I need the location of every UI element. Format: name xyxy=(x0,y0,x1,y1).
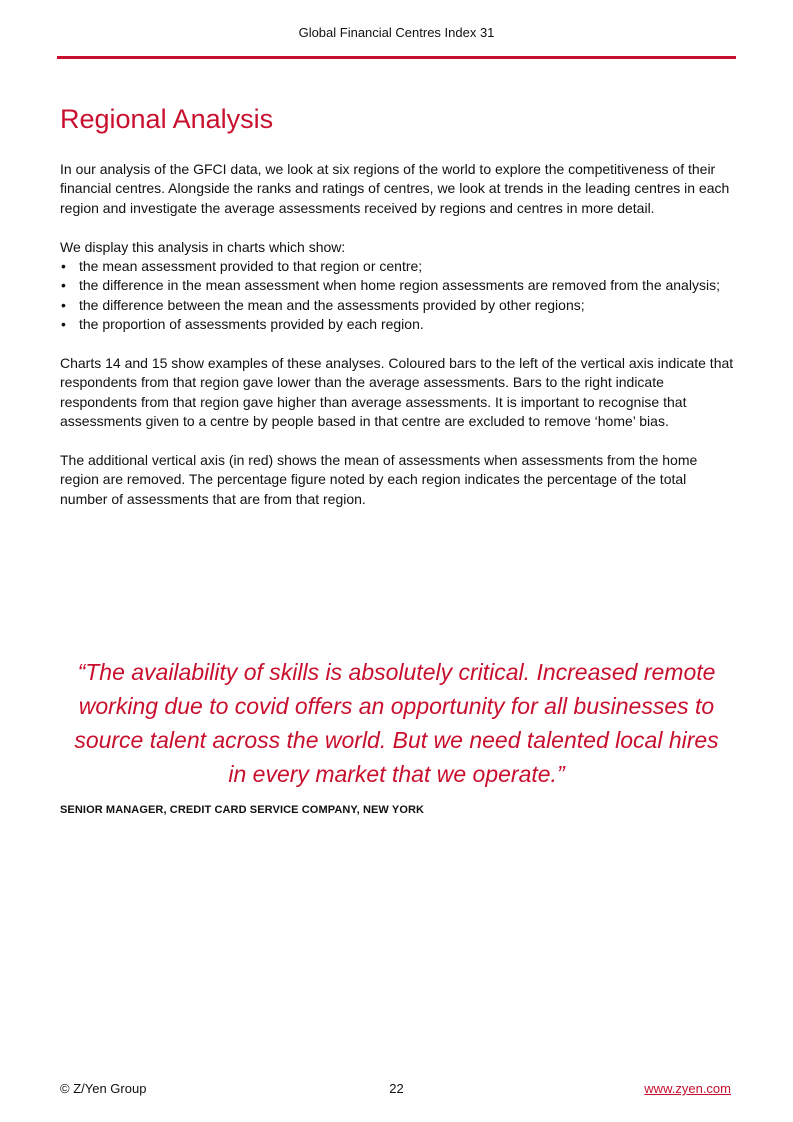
website-link[interactable]: www.zyen.com xyxy=(644,1081,731,1096)
body-content xyxy=(60,160,736,529)
header-divider xyxy=(57,56,736,59)
page-title: Regional Analysis xyxy=(60,104,274,134)
charts-lead-in: We display this analysis in charts which show: xyxy=(60,238,346,255)
list-item: • the difference in the mean assessment when home region assessments are removed from the analysis; xyxy=(60,276,736,295)
intro-paragraph: In our analysis of the GFCI data, we look at six regions of the world to explore the competitiveness of their financial centres. Alongside the ranks and ratings of centres, we look at trends in the leading centres in each region and investigate the average assessments received by regions and centres in more detail. xyxy=(60,161,730,216)
running-header: Global Financial Centres Index 31 xyxy=(298,25,495,40)
red-axis-paragraph: The additional vertical axis (in red) shows the mean of assessments when assessments from the home region are removed. The percentage figure noted by each region indicates the percentage of the total number of assessments that are from that region. xyxy=(60,452,698,507)
charts-explanation-paragraph: Charts 14 and 15 show examples of these analyses. Coloured bars to the left of the vertical axis indicate that respondents from that region gave lower than the average assessments. Bars to the right indicate respondents from that region gave higher than average assessments. It is important to recognise that assessments given to a centre by people based in that centre are excluded to remove ‘home’ bias. xyxy=(60,355,734,430)
quote-attribution: SENIOR MANAGER, CREDIT CARD SERVICE COMPANY, NEW YORK xyxy=(60,804,425,816)
list-item: • the difference between the mean and the assessments provided by other regions; xyxy=(60,296,736,315)
list-item: • the mean assessment provided to that region or centre; xyxy=(60,257,736,276)
chart-contents-list xyxy=(60,257,736,335)
pull-quote: “The availability of skills is absolutely critical. Increased remote working due to covid offers an opportunity for all businesses to source talent across the world. But we need talented local hires in every market that we operate.” xyxy=(74,659,719,787)
footer-copyright: © Z/Yen Group xyxy=(60,1081,147,1096)
list-item: • the proportion of assessments provided by each region. xyxy=(60,315,736,334)
page-number: 22 xyxy=(389,1081,404,1096)
